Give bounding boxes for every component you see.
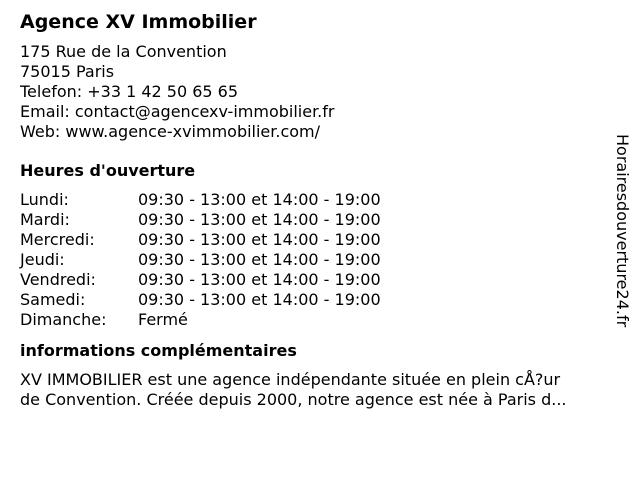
contact-block [20, 42, 620, 142]
agency-card [20, 10, 620, 410]
day-hours: Fermé [138, 310, 188, 329]
hours-row-sunday [20, 310, 620, 330]
address-line-2: 75015 Paris [20, 62, 115, 81]
day-hours: 09:30 - 13:00 et 14:00 - 19:00 [138, 210, 381, 229]
day-label: Vendredi: [20, 270, 96, 289]
day-label: Mercredi: [20, 230, 95, 249]
day-label: Samedi: [20, 290, 86, 309]
phone-line: Telefon: +33 1 42 50 65 65 [20, 82, 239, 101]
hours-row-friday [20, 270, 620, 290]
day-hours: 09:30 - 13:00 et 14:00 - 19:00 [138, 290, 381, 309]
day-label: Jeudi: [20, 250, 65, 269]
day-hours: 09:30 - 13:00 et 14:00 - 19:00 [138, 250, 381, 269]
hours-row-tuesday [20, 210, 620, 230]
hours-heading: Heures d'ouverture [20, 161, 196, 180]
hours-row-thursday [20, 250, 620, 270]
agency-name: Agence XV Immobilier [20, 11, 257, 33]
web-line: Web: www.agence-xvimmobilier.com/ [20, 122, 321, 141]
day-hours: 09:30 - 13:00 et 14:00 - 19:00 [138, 270, 381, 289]
day-label: Lundi: [20, 190, 69, 209]
info-text-line-1: XV IMMOBILIER est une agence indépendante située en plein cÅ?ur [20, 370, 561, 389]
day-label: Dimanche: [20, 310, 107, 329]
email-line: Email: contact@agencexv-immobilier.fr [20, 102, 335, 121]
info-heading: informations complémentaires [20, 341, 297, 360]
info-text-line-2: de Convention. Créée depuis 2000, notre agence est née à Paris d... [20, 390, 567, 409]
watermark-text: Horairesdouverture24.fr [613, 134, 632, 328]
day-label: Mardi: [20, 210, 70, 229]
hours-row-saturday [20, 290, 620, 310]
site-watermark [612, 134, 632, 344]
day-hours: 09:30 - 13:00 et 14:00 - 19:00 [138, 230, 381, 249]
address-line-1: 175 Rue de la Convention [20, 42, 227, 61]
hours-row-monday [20, 190, 620, 210]
hours-table [20, 190, 620, 330]
day-hours: 09:30 - 13:00 et 14:00 - 19:00 [138, 190, 381, 209]
hours-row-wednesday [20, 230, 620, 250]
